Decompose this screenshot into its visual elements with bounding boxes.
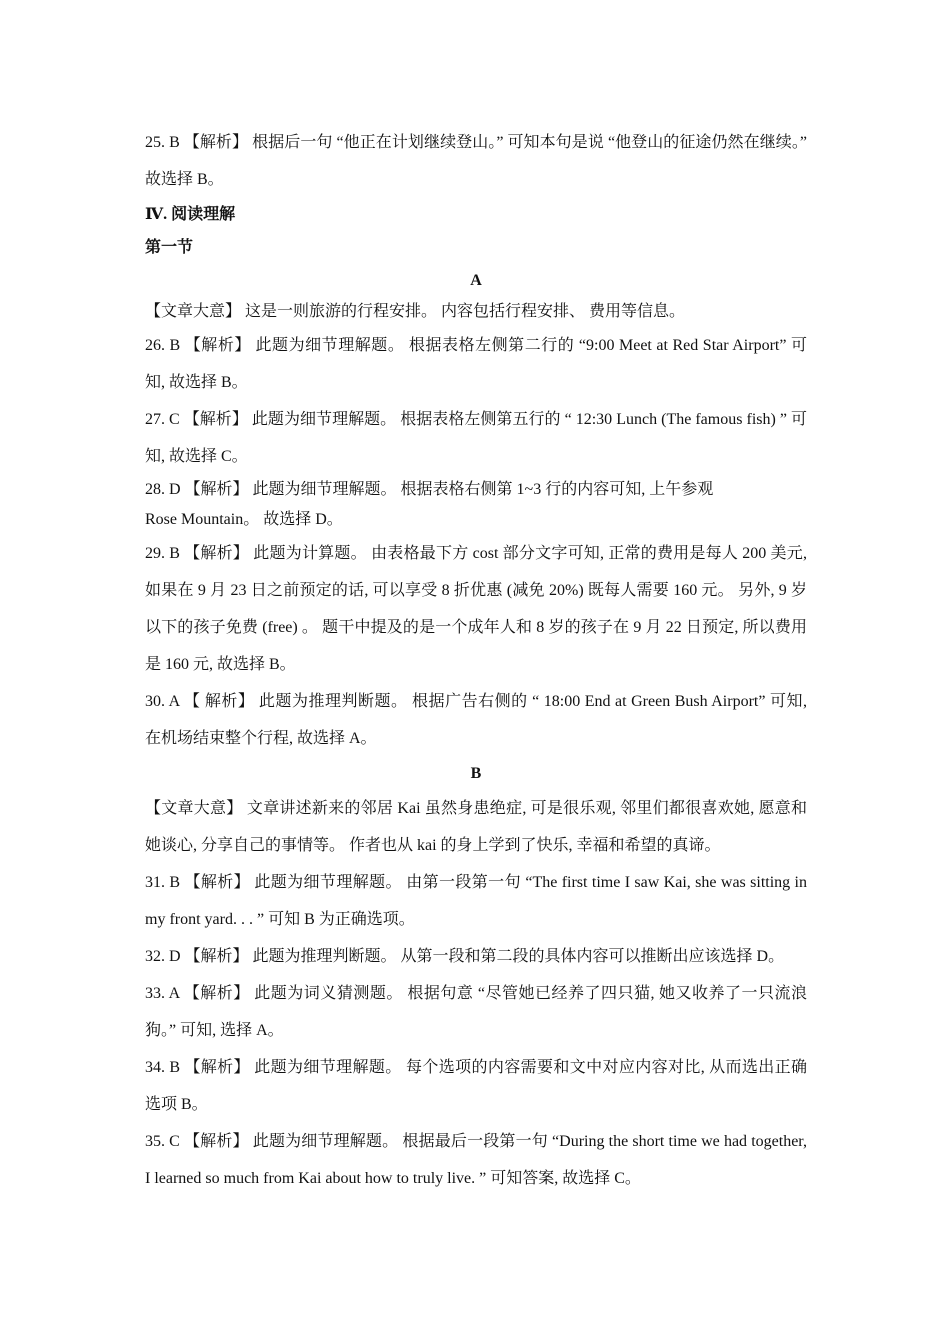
passage-a-label: A bbox=[470, 272, 482, 289]
answer-33: 33. A 【解析】 此题为词义猜测题。 根据句意 “尽管她已经养了四只猫, 她又收养了一只流浪狗。” 可知, 选择 A。 bbox=[145, 985, 807, 1039]
passage-a-summary: 【文章大意】 这是一则旅游的行程安排。 内容包括行程安排、 费用等信息。 bbox=[145, 303, 686, 320]
answer-28-line-2: Rose Mountain。 故选择 D。 bbox=[145, 511, 343, 528]
passage-b-summary: 【文章大意】 文章讲述新来的邻居 Kai 虽然身患绝症, 可是很乐观, 邻里们都很喜欢她, 愿意和她谈心, 分享自己的事情等。 作者也从 kai 的身上学到了快乐, 幸福和希望的真谛。 bbox=[145, 800, 807, 854]
answer-32: 32. D 【解析】 此题为推理判断题。 从第一段和第二段的具体内容可以推断出应该选择 D。 bbox=[145, 948, 785, 965]
section-heading-reading: Ⅳ. 阅读理解 bbox=[145, 206, 236, 223]
answer-25: 25. B 【解析】 根据后一句 “他正在计划继续登山。” 可知本句是说 “他登山的征途仍然在继续。” 故选择 B。 bbox=[145, 134, 807, 188]
answer-27: 27. C 【解析】 此题为细节理解题。 根据表格左侧第五行的 “ 12:30 Lunch (The famous fish) ” 可知, 故选择 C。 bbox=[145, 411, 807, 465]
answer-29: 29. B 【解析】 此题为计算题。 由表格最下方 cost 部分文字可知, 正常的费用是每人 200 美元, 如果在 9 月 23 日之前预定的话, 可以享受 8 折优惠 (减免 20%) 既每人需要 160 元。 另外, 9 岁以下的孩子免费 (free) 。 题干中提及的是一个成年人和 8 岁的孩子在 9 月 22 日预定, 所以费用是 160 元, 故选择 B。 bbox=[145, 545, 807, 673]
passage-b-label: B bbox=[470, 765, 482, 782]
answer-30: 30. A 【 解析】 此题为推理判断题。 根据广告右侧的 “ 18:00 End at Green Bush Airport” 可知, 在机场结束整个行程, 故选择 A。 bbox=[145, 693, 807, 747]
answer-28-line-1: 28. D 【解析】 此题为细节理解题。 根据表格右侧第 1~3 行的内容可知, 上午参观 bbox=[145, 481, 714, 498]
answer-31: 31. B 【解析】 此题为细节理解题。 由第一段第一句 “The first time I saw Kai, she was sitting in my front yard. . . ” 可知 B 为正确选项。 bbox=[145, 874, 807, 928]
answer-26: 26. B 【解析】 此题为细节理解题。 根据表格左侧第二行的 “9:00 Meet at Red Star Airport” 可知, 故选择 B。 bbox=[145, 337, 807, 391]
answer-34: 34. B 【解析】 此题为细节理解题。 每个选项的内容需要和文中对应内容对比, 从而选出正确选项 B。 bbox=[145, 1059, 807, 1113]
answer-35: 35. C 【解析】 此题为细节理解题。 根据最后一段第一句 “During the short time we had together, I learned so much from Kai about how to truly live. ” 可知答案, 故选择 C。 bbox=[145, 1133, 807, 1187]
part-heading-1: 第一节 bbox=[145, 239, 194, 256]
answer-key-page bbox=[145, 124, 807, 1197]
